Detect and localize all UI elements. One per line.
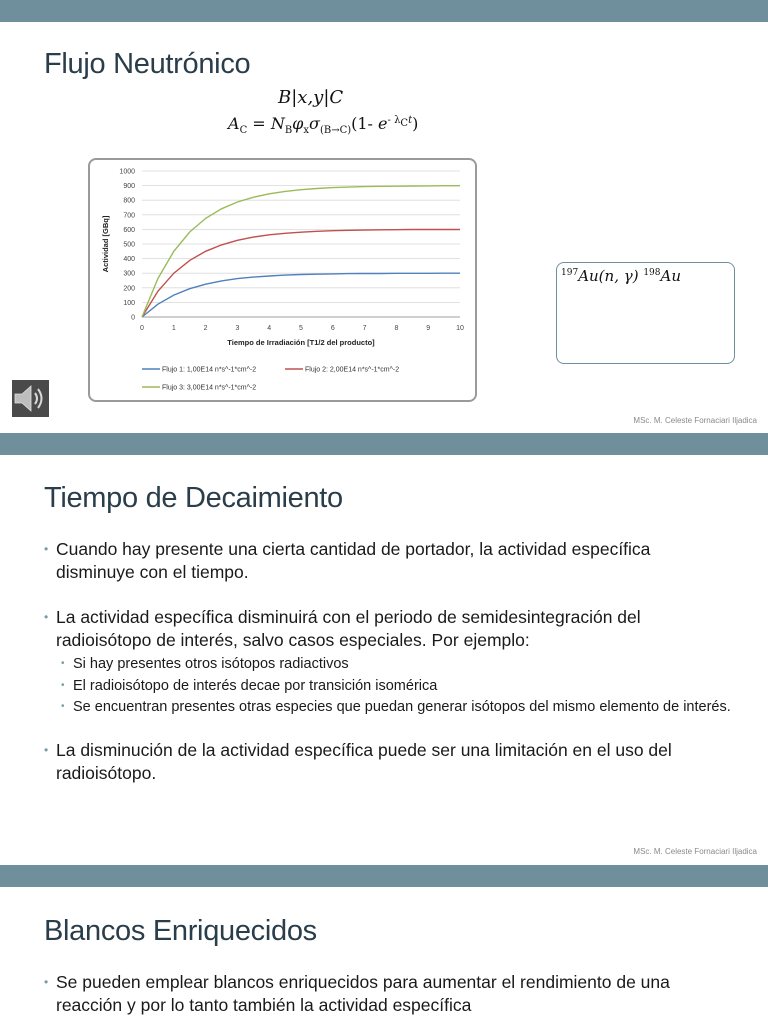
speaker-icon[interactable] bbox=[12, 380, 49, 417]
bullet-item: • La actividad específica disminuirá con el periodo de semidesintegración del radioisótopo de interés, salvo casos especiales. Por ejemplo: • Si hay presentes otros isótopos radiactivos • El radioisótopo de interés decae por transición isomérica • Se encuentran presentes otras especies que puedan generar isótopos del mismo elemento de interés. bbox=[44, 606, 734, 717]
sub-bullet-item: • Si hay presentes otros isótopos radiactivos bbox=[61, 656, 349, 672]
bullet-item: • La disminución de la actividad específica puede ser una limitación en el uso del radioisótopo. bbox=[44, 739, 672, 783]
slide-title: Flujo Neutrónico bbox=[44, 48, 251, 80]
y-tick-label: 1000 bbox=[119, 168, 135, 176]
y-axis-label: Actividad [GBq] bbox=[101, 215, 110, 273]
nuclear-reaction: $^{197}$Au(n, γ) $^{198}$Au bbox=[561, 267, 682, 285]
bullet-item: • Se pueden emplear blancos enriquecidos para aumentar el rendimiento de una reacción y por lo tanto también la actividad específica bbox=[44, 972, 670, 1015]
bullet-item: • Cuando hay presente una cierta cantidad de portador, la actividad específica disminuye con el tiempo. bbox=[44, 539, 651, 582]
slide-footer: MSc. M. Celeste Fornaciari Iljadica bbox=[633, 847, 757, 856]
legend-label-2: Flujo 2: 2,00E14 n*s^-1*cm^-2 bbox=[305, 366, 400, 374]
x-tick-label: 10 bbox=[456, 325, 464, 332]
y-tick-label: 500 bbox=[123, 241, 135, 249]
formula-line-1: B|x,y|C bbox=[278, 87, 344, 108]
sub-bullet-list bbox=[56, 655, 734, 717]
x-tick-label: 0 bbox=[140, 325, 144, 332]
x-tick-label: 7 bbox=[362, 325, 367, 332]
legend-label-1: Flujo 1: 1,00E14 n*s^-1*cm^-2 bbox=[162, 366, 257, 374]
bullet-list bbox=[44, 971, 734, 1017]
sub-bullet-item: • Se encuentran presentes otras especies que puedan generar isótopos del mismo elemento de interés. bbox=[61, 699, 731, 715]
y-tick-label: 800 bbox=[123, 197, 135, 205]
x-axis-label: Tiempo de Irradiación [T1/2 del producto] bbox=[227, 338, 375, 347]
y-tick-label: 400 bbox=[123, 256, 135, 264]
slide-footer: MSc. M. Celeste Fornaciari Iljadica bbox=[633, 416, 757, 425]
x-tick-label: 8 bbox=[394, 325, 399, 332]
x-tick-label: 1 bbox=[171, 325, 176, 332]
x-tick-label: 9 bbox=[426, 325, 431, 332]
x-tick-label: 2 bbox=[203, 325, 208, 332]
slide-3 bbox=[0, 865, 768, 1024]
y-tick-label: 700 bbox=[123, 212, 135, 220]
y-tick-label: 900 bbox=[123, 183, 135, 191]
activity-chart bbox=[88, 158, 477, 402]
bullet-list bbox=[44, 538, 734, 785]
x-tick-label: 4 bbox=[267, 325, 272, 332]
nuclear-reaction-box bbox=[556, 262, 735, 364]
y-tick-label: 600 bbox=[123, 226, 135, 234]
slide-top-bar bbox=[0, 0, 768, 22]
y-tick-label: 0 bbox=[131, 314, 135, 322]
sub-bullet-item: • El radioisótopo de interés decae por transición isomérica bbox=[61, 677, 438, 694]
slide-1 bbox=[0, 0, 768, 433]
series-line-1 bbox=[142, 273, 460, 317]
slide-title: Blancos Enriquecidos bbox=[44, 915, 317, 947]
x-tick-label: 6 bbox=[330, 325, 335, 332]
slide-title: Tiempo de Decaimiento bbox=[44, 482, 343, 514]
y-tick-label: 200 bbox=[123, 285, 135, 293]
y-tick-label: 100 bbox=[123, 299, 135, 307]
y-tick-label: 300 bbox=[123, 270, 135, 278]
series-line-3 bbox=[142, 186, 460, 317]
x-tick-label: 5 bbox=[299, 325, 303, 332]
slide-2 bbox=[0, 455, 768, 865]
legend-label-3: Flujo 3: 3,00E14 n*s^-1*cm^-2 bbox=[162, 384, 257, 392]
slide-separator bbox=[0, 433, 768, 455]
slide-top-bar bbox=[0, 865, 768, 887]
formula-line-2: $A_C = N_B\varphi_x\sigma_{(B\to C)}(1-$ $e^{- \lambda_Ct}$) bbox=[228, 114, 419, 137]
x-tick-label: 3 bbox=[235, 325, 240, 332]
activity-chart-svg bbox=[90, 160, 475, 400]
